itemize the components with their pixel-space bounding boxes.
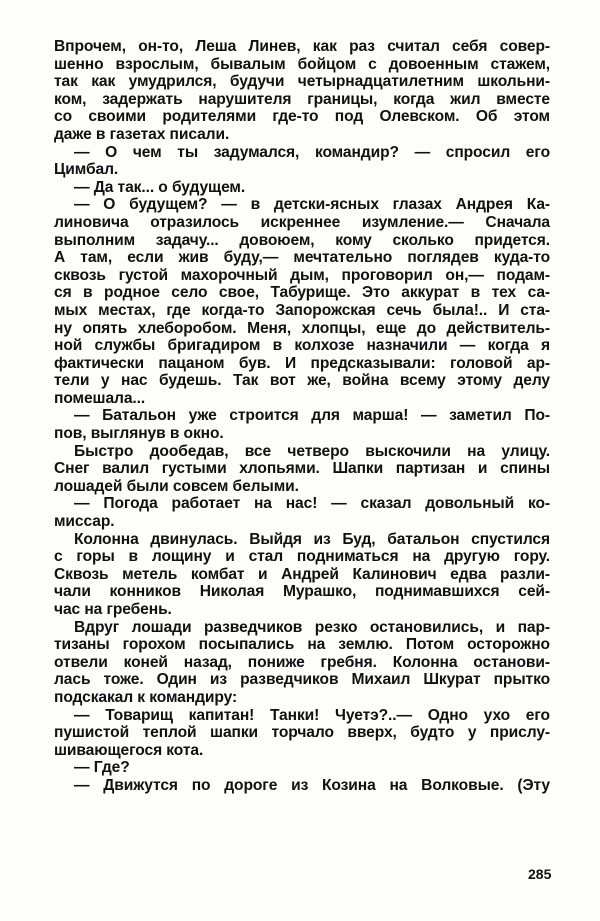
text-line: Быстро дообедав, все четверо выскочили на улицу. [74, 442, 550, 460]
text-line: сквозь густой махорочный дым, проговорил он,— подам- [54, 266, 550, 284]
text-line: — Батальон уже строится для марша! — заметил По- [74, 407, 550, 425]
text-line: с горы в лощину и стал подниматься на другую гору. [54, 548, 550, 566]
text-line: подскакал к командиру: [54, 688, 238, 706]
text-line: пов, выглянув в окно. [54, 425, 224, 443]
page-number: 285 [528, 866, 552, 882]
text-line: пушистой теплой шапки торчало вверх, будто у прислу- [54, 724, 550, 742]
text-line: тели у нас будешь. Так вот же, война всему этому делу [54, 372, 550, 390]
text-line: — О чем ты задумался, командир? — спросил его [74, 143, 550, 161]
text-line: ной службы бригадиром в колхозе назначили — когда я [54, 337, 550, 355]
text-line: со своими родителями где-то под Олевском. Об этом [54, 108, 550, 126]
text-line: А там, если жив буду,— мечтательно поглядев куда-то [54, 249, 550, 267]
text-line: час на гребень. [54, 601, 172, 618]
text-line: миссар. [54, 513, 115, 531]
text-line: даже в газетах писали. [54, 125, 230, 143]
text-line: тизаны горохом посыпались на землю. Потом осторожно [54, 636, 550, 654]
text-line: ком, задержать нарушителя границы, когда жил вместе [54, 90, 550, 108]
body-text [54, 38, 550, 795]
text-line: — Где? [74, 759, 130, 777]
text-line: линовича отразилось искреннее изумление.— Сначала [54, 213, 550, 231]
text-line: шенно взрослым, бывалым бойцом с довоенным стажем, [54, 55, 550, 73]
text-line: — Товарищ капитан! Танки! Чуетэ?..— Одно ухо его [74, 706, 550, 724]
text-line: Снег валил густыми хлопьями. Шапки партизан и спины [54, 460, 550, 478]
text-line: мых местах, где когда-то Запорожская сечь была!.. И ста- [54, 301, 550, 319]
text-line: Впрочем, он-то, Леша Линев, как раз считал себя совер- [54, 38, 550, 55]
text-line: — О будущем? — в детски-ясных глазах Андрея Ка- [74, 196, 550, 214]
text-line: — Погода работает на нас! — сказал довольный ко- [74, 495, 550, 513]
text-line: помешала... [54, 389, 146, 407]
text-line: чали конников Николая Мурашко, поднимавшихся сей- [54, 583, 550, 601]
text-line: выполним задачу... довоюем, кому сколько придется. [54, 231, 550, 249]
text-line: ся в родное село свое, Табурище. Это аккурат в тех са- [54, 284, 550, 302]
text-line: лась тоже. Один из разведчиков Михаил Шкурат прытко [54, 671, 550, 689]
text-line: шивающегося кота. [54, 741, 204, 759]
text-line: лошадей были совсем белыми. [54, 477, 299, 495]
text-line: Колонна двинулась. Выйдя из Буд, батальон спустился [74, 530, 550, 548]
text-line: ну опять хлеборобом. Меня, хлопцы, еще до действитель- [54, 319, 550, 337]
text-line: Вдруг лошади разведчиков резко остановились, и пар- [74, 618, 550, 636]
text-line: — Движутся по дороге из Козина на Волковые. (Эту [74, 776, 550, 794]
text-line: Сквозь метель комбат и Андрей Калинович едва разли- [54, 565, 550, 583]
text-line: отвели коней назад, пониже гребня. Колонна останови- [54, 653, 550, 671]
text-line: Цимбал. [54, 161, 119, 179]
text-line: так как умудрился, будучи четырнадцатилетним школьни- [54, 73, 550, 91]
text-line: — Да так... о будущем. [74, 178, 246, 196]
text-line: фактически пацаном був. И предсказывали: головой ар- [54, 354, 550, 372]
